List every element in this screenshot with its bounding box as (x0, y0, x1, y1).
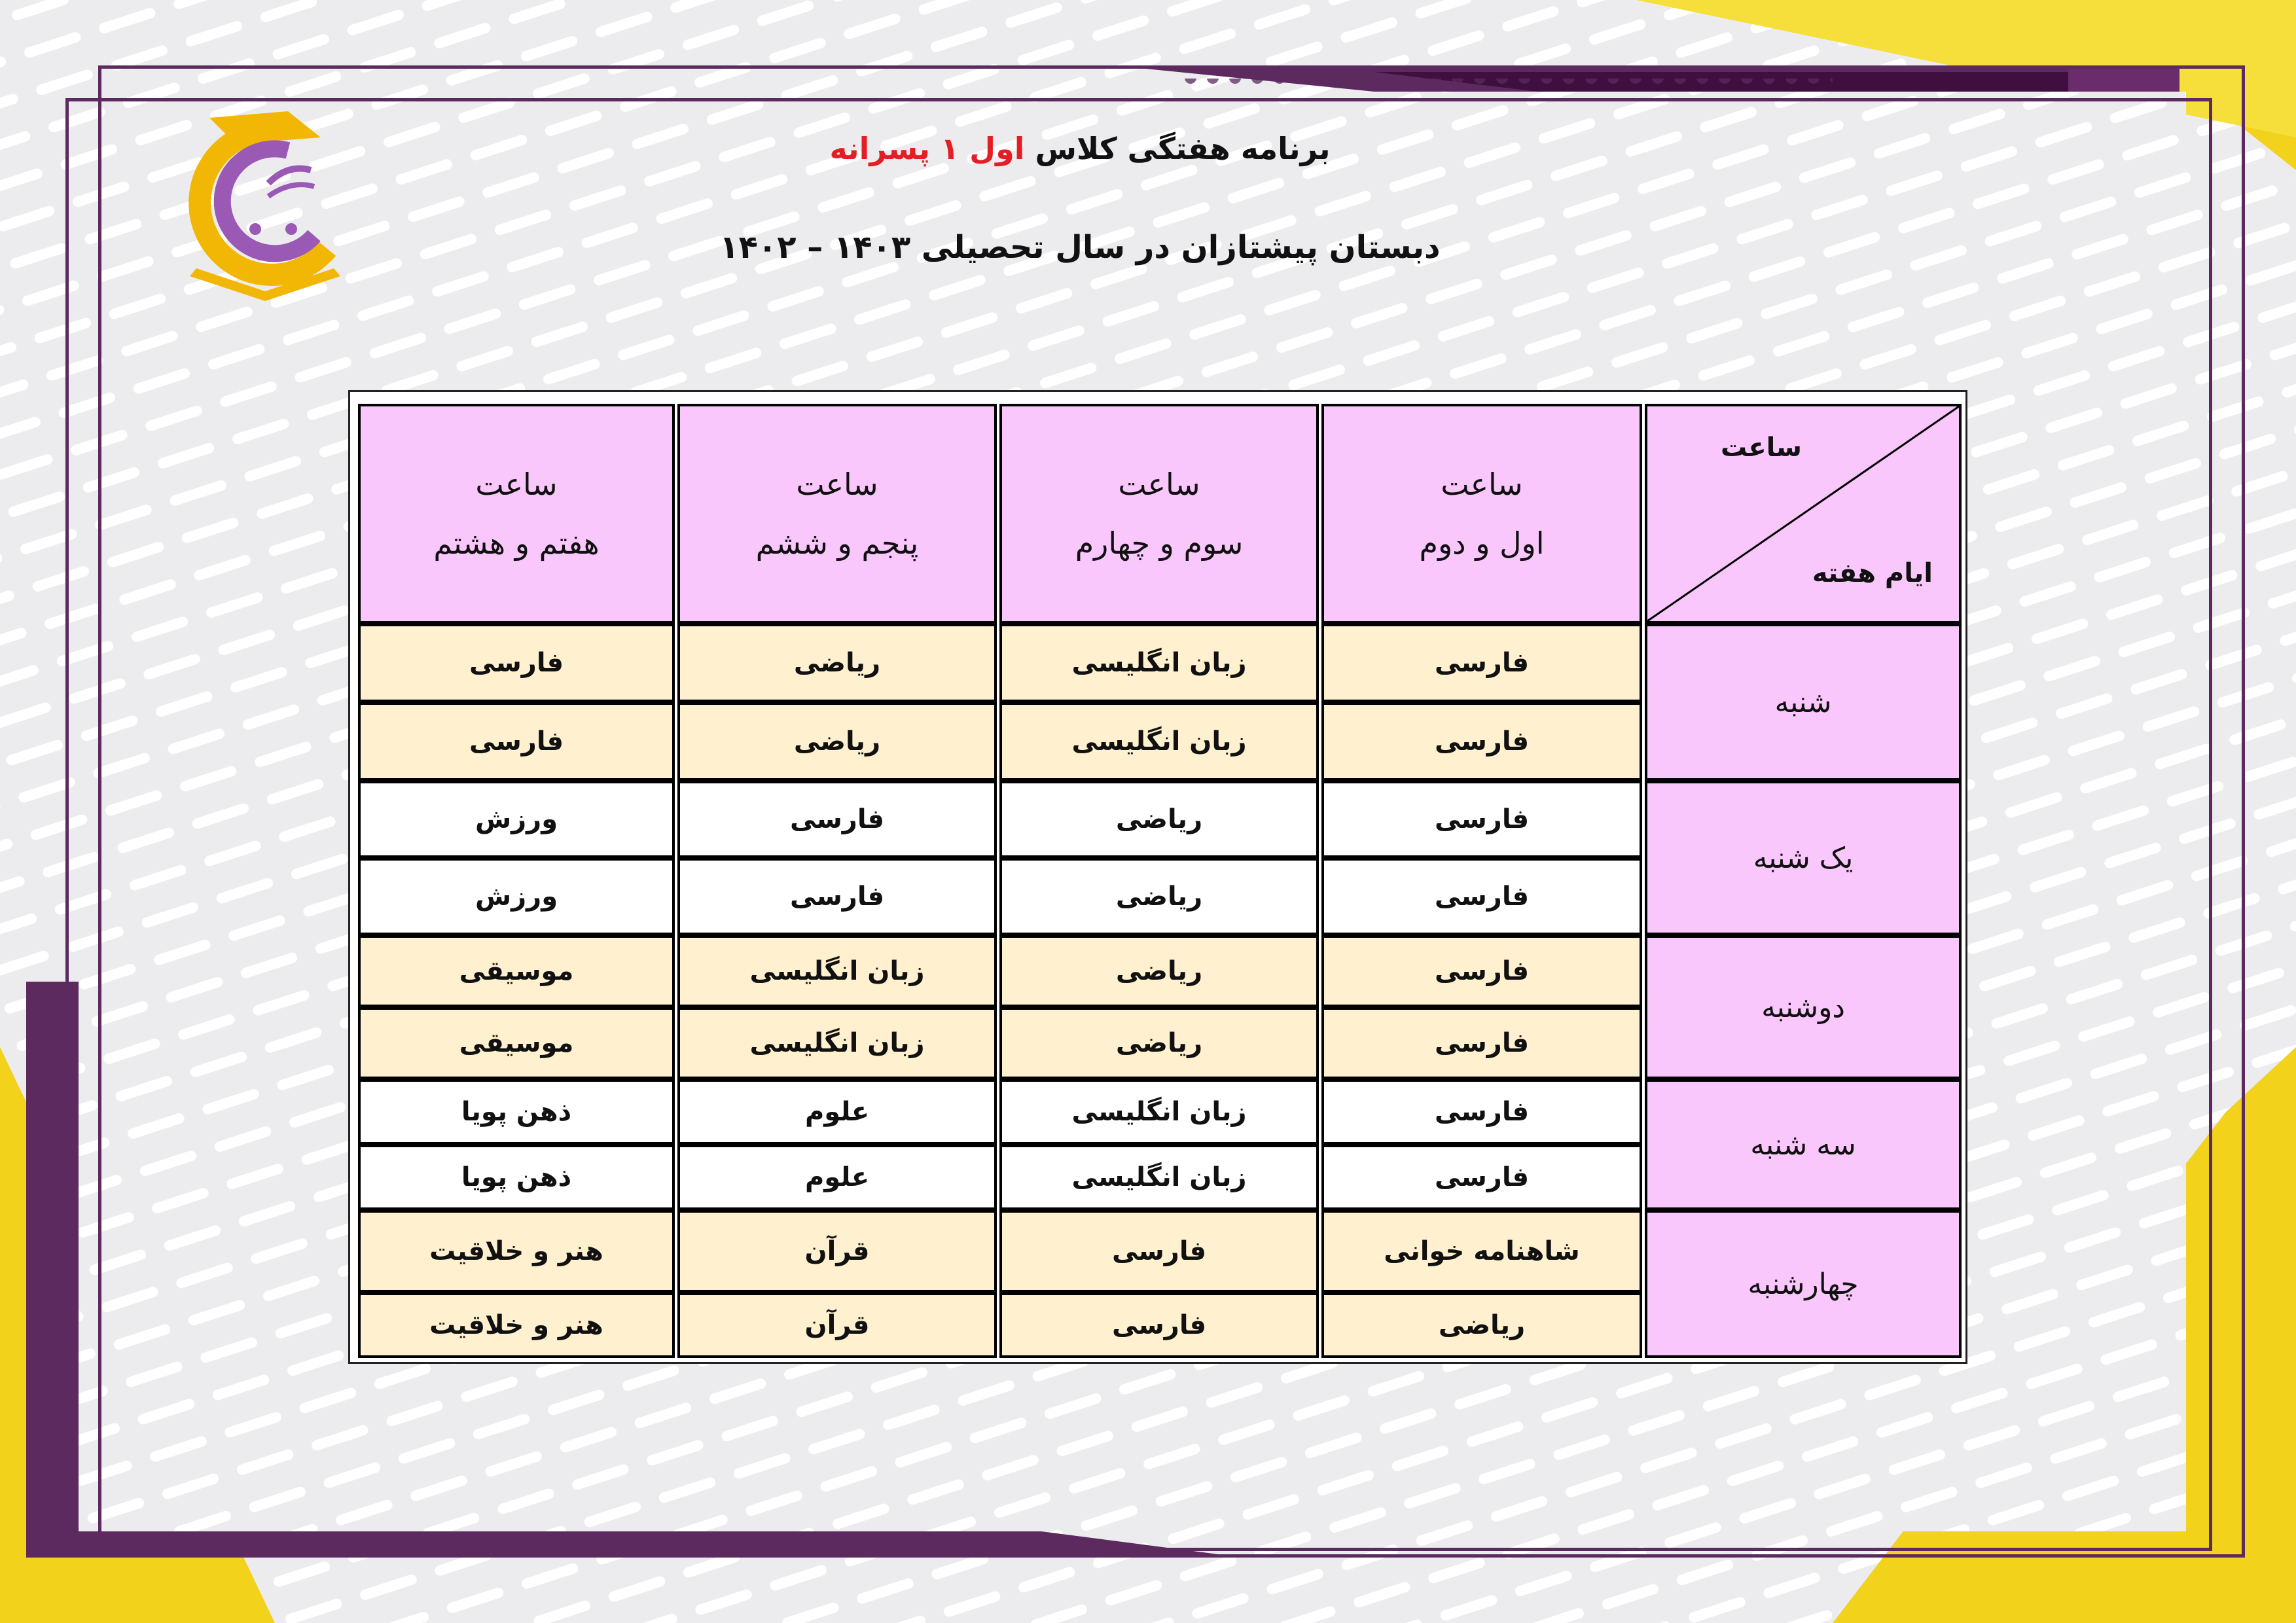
corner-label-days: ایام هفته (1812, 558, 1933, 588)
lesson-cell: زبان انگلیسی (677, 1007, 997, 1079)
lesson-cell: ذهن پویا (358, 1079, 675, 1145)
lesson-cell: فارسی (999, 1293, 1319, 1358)
lesson-cell: فارسی (358, 702, 675, 781)
lesson-cell: قرآن (677, 1210, 997, 1293)
diagonal-divider (1647, 406, 1959, 621)
lesson-cell: ذهن پویا (358, 1145, 675, 1210)
column-header-2-line2: سوم و چهارم (1075, 526, 1244, 561)
lesson-cell: فارسی (1321, 1079, 1642, 1145)
lesson-cell: زبان انگلیسی (999, 624, 1319, 702)
lesson-cell: فارسی (677, 858, 997, 935)
lesson-cell: ریاضی (1321, 1293, 1642, 1358)
lesson-cell: فارسی (1321, 1145, 1642, 1210)
lesson-cell: فارسی (1321, 935, 1642, 1007)
page-title (655, 131, 1505, 166)
lesson-cell: هنر و خلاقیت (358, 1210, 675, 1293)
lesson-cell: زبان انگلیسی (999, 1079, 1319, 1145)
lesson-cell: ریاضی (999, 858, 1319, 935)
title-class-name: اول ۱ پسرانه (829, 131, 1025, 166)
lesson-cell: ریاضی (677, 624, 997, 702)
lesson-cell: فارسی (1321, 858, 1642, 935)
day-cell-wednesday: چهارشنبه (1645, 1210, 1962, 1358)
lesson-cell: فارسی (1321, 702, 1642, 781)
lesson-cell: فارسی (358, 624, 675, 702)
lesson-cell: ورزش (358, 781, 675, 858)
day-cell-monday: دوشنبه (1645, 935, 1962, 1079)
title-prefix: برنامه هفتگی کلاس (1035, 131, 1331, 166)
lesson-cell: زبان انگلیسی (999, 702, 1319, 781)
lesson-cell: علوم (677, 1145, 997, 1210)
day-cell-saturday: شنبه (1645, 624, 1962, 781)
corner-header (1645, 404, 1962, 624)
lesson-cell: فارسی (1321, 781, 1642, 858)
lesson-cell: فارسی (999, 1210, 1319, 1293)
column-header-3-line2: پنجم و ششم (755, 526, 919, 561)
lesson-cell: موسیقی (358, 935, 675, 1007)
day-cell-sunday: یک شنبه (1645, 781, 1962, 935)
lesson-cell: هنر و خلاقیت (358, 1293, 675, 1358)
column-header-4-line1: ساعت (475, 467, 558, 502)
column-header-3 (677, 404, 997, 624)
lesson-cell: ریاضی (999, 1007, 1319, 1079)
lesson-cell: ورزش (358, 858, 675, 935)
lesson-cell: زبان انگلیسی (999, 1145, 1319, 1210)
lesson-cell: موسیقی (358, 1007, 675, 1079)
lesson-cell: فارسی (1321, 624, 1642, 702)
day-cell-tuesday: سه شنبه (1645, 1079, 1962, 1210)
column-header-4-line2: هفتم و هشتم (433, 526, 600, 561)
column-header-1 (1321, 404, 1642, 624)
lesson-cell: فارسی (1321, 1007, 1642, 1079)
column-header-2 (999, 404, 1319, 624)
column-header-3-line1: ساعت (796, 467, 878, 502)
lesson-cell: علوم (677, 1079, 997, 1145)
column-header-4 (358, 404, 675, 624)
column-header-2-line1: ساعت (1118, 467, 1200, 502)
weekly-schedule-table (348, 390, 1967, 1364)
lesson-cell: ریاضی (999, 935, 1319, 1007)
lesson-cell: شاهنامه خوانی (1321, 1210, 1642, 1293)
column-header-1-line2: اول و دوم (1419, 526, 1545, 561)
corner-label-hours: ساعت (1720, 433, 1802, 463)
page-subtitle: دبستان پیشتازان در سال تحصیلی ۱۴۰۳ – ۱۴۰۲ (719, 229, 1441, 266)
column-header-1-line1: ساعت (1441, 467, 1523, 502)
school-logo (177, 105, 353, 301)
lesson-cell: فارسی (677, 781, 997, 858)
lesson-cell: ریاضی (677, 702, 997, 781)
lesson-cell: زبان انگلیسی (677, 935, 997, 1007)
lesson-cell: ریاضی (999, 781, 1319, 858)
lesson-cell: قرآن (677, 1293, 997, 1358)
